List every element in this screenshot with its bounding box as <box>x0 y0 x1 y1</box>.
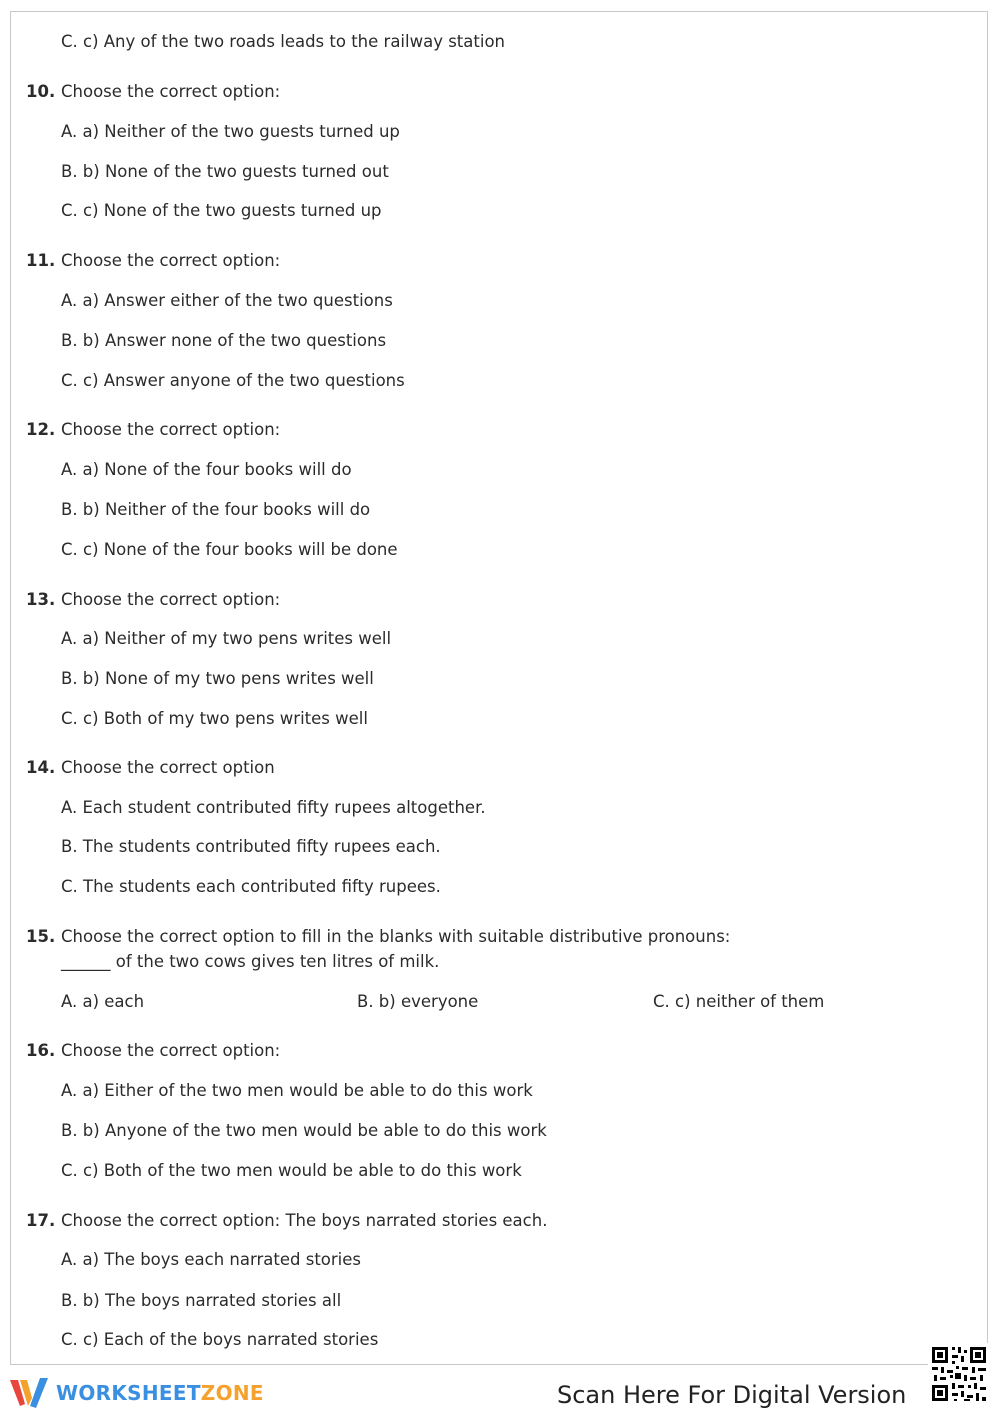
q11-option-a: A. a) Answer either of the two questions <box>61 291 393 310</box>
q11-number: 11. <box>26 251 56 270</box>
q17-option-a: A. a) The boys each narrated stories <box>61 1250 361 1269</box>
q15-option-c: C. c) neither of them <box>653 992 825 1011</box>
brand-name-part2: ZONE <box>200 1381 264 1405</box>
q10-option-c: C. c) None of the two guests turned up <box>61 201 382 220</box>
q15-question: Choose the correct option to fill in the blanks with suitable distributive pronouns: <box>61 927 731 946</box>
qr-code-icon[interactable] <box>928 1343 990 1405</box>
q12-option-c: C. c) None of the four books will be done <box>61 540 398 559</box>
q17-option-b: B. b) The boys narrated stories all <box>61 1291 342 1310</box>
q17-option-c: C. c) Each of the boys narrated stories <box>61 1330 379 1349</box>
q13-number: 13. <box>26 590 56 609</box>
q12-question: Choose the correct option: <box>61 420 281 439</box>
worksheetzone-logo-icon <box>10 1376 50 1410</box>
q17-question: Choose the correct option: The boys narrated stories each. <box>61 1211 548 1230</box>
q15-option-b: B. b) everyone <box>357 992 479 1011</box>
q10-number: 10. <box>26 82 56 101</box>
q10-option-a: A. a) Neither of the two guests turned up <box>61 122 400 141</box>
q16-option-b: B. b) Anyone of the two men would be able to do this work <box>61 1121 547 1140</box>
q14-question: Choose the correct option <box>61 758 275 777</box>
q16-option-c: C. c) Both of the two men would be able to do this work <box>61 1161 522 1180</box>
q13-option-a: A. a) Neither of my two pens writes well <box>61 629 392 648</box>
q14-option-a: A. Each student contributed fifty rupees altogether. <box>61 798 486 817</box>
brand-name <box>56 1381 264 1405</box>
q12-option-a: A. a) None of the four books will do <box>61 460 352 479</box>
q15-sentence: ______ of the two cows gives ten litres of milk. <box>61 952 440 971</box>
q16-option-a: A. a) Either of the two men would be able to do this work <box>61 1081 533 1100</box>
q13-question: Choose the correct option: <box>61 590 281 609</box>
q12-option-b: B. b) Neither of the four books will do <box>61 500 371 519</box>
brand-name-part1: WORKSHEET <box>56 1381 201 1405</box>
q12-number: 12. <box>26 420 56 439</box>
q10-option-b: B. b) None of the two guests turned out <box>61 162 389 181</box>
q10-question: Choose the correct option: <box>61 82 281 101</box>
q11-question: Choose the correct option: <box>61 251 281 270</box>
q13-option-b: B. b) None of my two pens writes well <box>61 669 374 688</box>
q16-question: Choose the correct option: <box>61 1041 281 1060</box>
q15-option-a: A. a) each <box>61 992 145 1011</box>
q11-option-c: C. c) Answer anyone of the two questions <box>61 371 405 390</box>
q16-number: 16. <box>26 1041 56 1060</box>
q17-number: 17. <box>26 1211 56 1230</box>
brand-logo[interactable] <box>10 1376 264 1410</box>
q15-number: 15. <box>26 927 56 946</box>
q9-option-c: C. c) Any of the two roads leads to the railway station <box>61 32 505 51</box>
scan-prompt: Scan Here For Digital Version <box>557 1381 907 1409</box>
q13-option-c: C. c) Both of my two pens writes well <box>61 709 368 728</box>
q11-option-b: B. b) Answer none of the two questions <box>61 331 387 350</box>
q14-option-c: C. The students each contributed fifty rupees. <box>61 877 441 896</box>
q14-option-b: B. The students contributed fifty rupees each. <box>61 837 441 856</box>
q14-number: 14. <box>26 758 56 777</box>
